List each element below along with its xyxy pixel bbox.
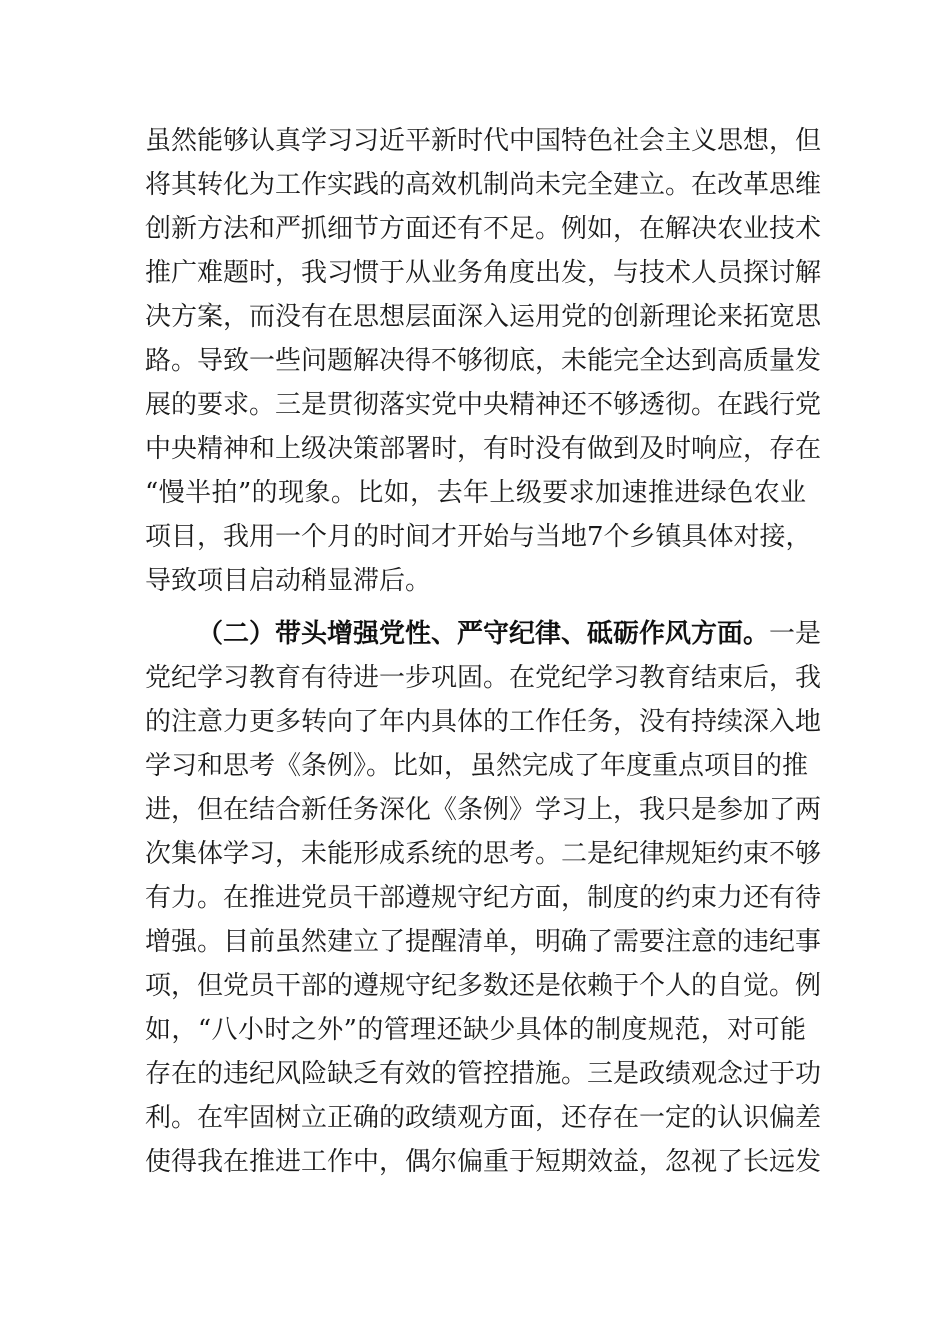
paragraph-line: 项目，我用一个月的时间才开始与当地7个乡镇具体对接， — [145, 522, 812, 552]
paragraph-line: 进，但在结合新任务深化《条例》学习上，我只是参加了两 — [145, 795, 822, 825]
paragraph-line: “慢半拍”的现象。比如，去年上级要求加速推进绿色农业 — [145, 478, 806, 508]
paragraph-line: 存在的违纪风险缺乏有效的管控措施。三是政绩观念过于功 — [145, 1059, 822, 1089]
paragraph-line: 有力。在推进党员干部遵规守纪方面，制度的约束力还有待 — [145, 883, 822, 913]
paragraph-line: 学习和思考《条例》。比如，虽然完成了年度重点项目的推 — [145, 751, 809, 781]
paragraph-line: 次集体学习，未能形成系统的思考。二是纪律规矩约束不够 — [145, 839, 822, 869]
paragraph-line: 使得我在推进工作中，偶尔偏重于短期效益，忽视了长远发 — [145, 1147, 822, 1177]
paragraph-line: 创新方法和严抓细节方面还有不足。例如，在解决农业技术 — [145, 214, 822, 244]
paragraph-line: 虽然能够认真学习习近平新时代中国特色社会主义思想，但 — [145, 126, 822, 156]
paragraph-line: 推广难题时，我习惯于从业务角度出发，与技术人员探讨解 — [145, 258, 822, 288]
paragraph-line: 的注意力更多转向了年内具体的工作任务，没有持续深入地 — [145, 707, 822, 737]
paragraph-line: 中央精神和上级决策部署时，有时没有做到及时响应，存在 — [145, 434, 822, 464]
paragraph-line: 导致项目启动稍显滞后。 — [145, 566, 432, 596]
paragraph-line: 如，“八小时之外”的管理还缺少具体的制度规范，对可能 — [145, 1015, 806, 1045]
paragraph-line: 路。导致一些问题解决得不够彻底，未能完全达到高质量发 — [145, 346, 822, 376]
section-heading-line — [197, 612, 822, 656]
paragraph-line: 决方案，而没有在思想层面深入运用党的创新理论来拓宽思 — [145, 302, 822, 332]
paragraph-line: 将其转化为工作实践的高效机制尚未完全建立。在改革思维 — [145, 170, 822, 200]
section-heading: （二）带头增强党性、严守纪律、砥砺作风方面。 — [197, 619, 770, 649]
paragraph-line: 党纪学习教育有待进一步巩固。在党纪学习教育结束后，我 — [145, 663, 822, 693]
paragraph-line: 增强。目前虽然建立了提醒清单，明确了需要注意的违纪事 — [145, 927, 822, 957]
paragraph-line: 项，但党员干部的遵规守纪多数还是依赖于个人的自觉。例 — [145, 971, 822, 1001]
heading-line-rest: 一是 — [769, 619, 822, 649]
paragraph-line: 展的要求。三是贯彻落实党中央精神还不够透彻。在践行党 — [145, 390, 822, 420]
paragraph-line: 利。在牢固树立正确的政绩观方面，还存在一定的认识偏差 — [145, 1103, 822, 1133]
